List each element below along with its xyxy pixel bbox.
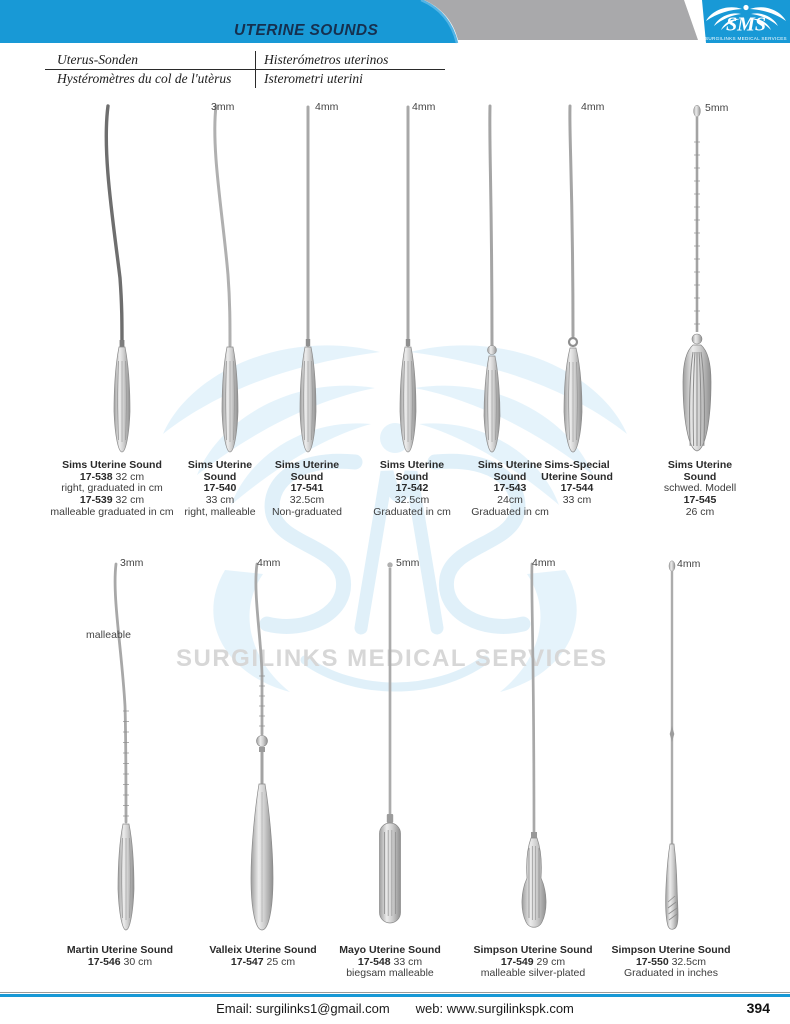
product-code: 17-544 bbox=[560, 482, 594, 495]
product-detail-text: 32 cm bbox=[112, 470, 145, 483]
product-detail-text: 32 cm bbox=[112, 494, 145, 507]
tip-size-label: 4mm bbox=[412, 101, 436, 113]
product-detail-text: 32.5cm bbox=[668, 955, 707, 968]
product-detail-line bbox=[170, 507, 270, 519]
product-name: Sound bbox=[395, 470, 429, 483]
instrument-illustration bbox=[185, 100, 275, 461]
product-caption bbox=[42, 460, 182, 519]
product-detail-text: right, malleable bbox=[184, 505, 256, 518]
product-name: Sims Uterine Sound bbox=[62, 459, 162, 471]
footer-contact bbox=[0, 1001, 790, 1016]
translation-table bbox=[45, 51, 445, 88]
product-detail-line bbox=[45, 957, 195, 969]
tip-size-label: 3mm bbox=[211, 101, 235, 113]
product-caption bbox=[257, 460, 357, 519]
product-detail-text: 25 cm bbox=[263, 955, 296, 968]
product-detail-text: 24cm bbox=[497, 494, 523, 507]
product-caption bbox=[362, 460, 462, 519]
annotation-label: malleable bbox=[86, 629, 131, 641]
tip-size-label: 3mm bbox=[120, 557, 144, 569]
tip-size-label: 4mm bbox=[257, 557, 281, 569]
translation-row bbox=[45, 70, 445, 88]
product-name: Sound bbox=[290, 470, 324, 483]
product-caption bbox=[315, 945, 465, 980]
product-code: 17-547 bbox=[230, 955, 264, 968]
product-name: Sims Uterine bbox=[187, 459, 253, 471]
product-detail-line bbox=[640, 507, 760, 519]
product-detail-line bbox=[315, 968, 465, 980]
instrument-illustration bbox=[363, 100, 453, 461]
product-code: 17-545 bbox=[683, 494, 717, 507]
instrument-illustration bbox=[528, 100, 618, 461]
product-code: 17-542 bbox=[395, 482, 429, 495]
product-detail-text: 33 cm bbox=[562, 494, 592, 507]
product-name: Sims Uterine bbox=[477, 459, 543, 471]
product-name: Martin Uterine Sound bbox=[66, 944, 174, 956]
product-name: Simpson Uterine Sound bbox=[611, 944, 731, 956]
product-name: Sims Uterine bbox=[379, 459, 445, 471]
product-name: Sound bbox=[203, 470, 237, 483]
instrument-illustration bbox=[447, 100, 537, 461]
translation-french: Hystéromètres du col de l'utèrus bbox=[45, 70, 256, 88]
footer-divider-blue bbox=[0, 994, 790, 997]
product-detail-line bbox=[519, 495, 635, 507]
product-caption bbox=[519, 460, 635, 507]
product-caption bbox=[640, 460, 760, 519]
instrument-illustration bbox=[81, 556, 171, 941]
product-name: Sims Uterine bbox=[274, 459, 340, 471]
product-code: 17-541 bbox=[290, 482, 324, 495]
product-caption bbox=[170, 460, 270, 519]
product-detail-line bbox=[257, 507, 357, 519]
translation-spanish: Histerómetros uterinos bbox=[264, 52, 389, 67]
product-caption bbox=[453, 945, 613, 980]
product-name: Valleix Uterine Sound bbox=[209, 944, 317, 956]
product-caption bbox=[591, 945, 751, 980]
product-detail-line bbox=[42, 507, 182, 519]
product-detail-text: malleable graduated in cm bbox=[50, 505, 174, 518]
footer-divider-gray bbox=[0, 992, 790, 993]
product-code: 17-540 bbox=[203, 482, 237, 495]
product-caption bbox=[45, 945, 195, 968]
instrument-illustration bbox=[77, 100, 167, 461]
product-detail-text: biegsam malleable bbox=[346, 967, 434, 980]
logo-text: SMS bbox=[725, 13, 767, 36]
product-detail-line bbox=[362, 507, 462, 519]
product-detail-text: 29 cm bbox=[533, 955, 566, 968]
product-detail-text: right, graduated in cm bbox=[61, 482, 163, 495]
product-name: Sound bbox=[683, 470, 717, 483]
product-detail-text: Non-graduated bbox=[271, 505, 343, 518]
product-detail-text: 32.5cm bbox=[289, 494, 325, 507]
product-detail-text: Graduated in cm bbox=[471, 505, 549, 518]
instrument-illustration bbox=[652, 100, 742, 461]
product-name: Uterine Sound bbox=[541, 470, 613, 483]
product-detail-text: 26 cm bbox=[685, 505, 715, 518]
watermark-text: SURGILINKS MEDICAL SERVICES bbox=[176, 645, 608, 672]
translation-italian: Isterometri uterini bbox=[264, 71, 363, 86]
page-number: 394 bbox=[746, 1000, 770, 1016]
instrument-illustration bbox=[345, 556, 435, 941]
product-name: Sound bbox=[493, 470, 527, 483]
product-detail-text: Graduated in cm bbox=[373, 505, 451, 518]
page-title: UTERINE SOUNDS bbox=[234, 22, 379, 39]
product-name: Sims-Special bbox=[544, 459, 610, 471]
tip-size-label: 4mm bbox=[677, 558, 701, 570]
product-name: Simpson Uterine Sound bbox=[473, 944, 593, 956]
product-code: 17-550 bbox=[635, 955, 669, 968]
header-banner bbox=[0, 0, 790, 44]
product-detail-line bbox=[591, 968, 751, 980]
product-detail-text: 33 cm bbox=[205, 494, 235, 507]
tip-size-label: 5mm bbox=[396, 557, 420, 569]
footer-web: web: www.surgilinkspk.com bbox=[415, 1001, 574, 1016]
logo-subtext: SURGILINKS MEDICAL SERVICES bbox=[705, 36, 787, 41]
tip-size-label: 5mm bbox=[705, 102, 729, 114]
product-name: Mayo Uterine Sound bbox=[339, 944, 441, 956]
product-name: Sims Uterine bbox=[667, 459, 733, 471]
product-detail-text: 33 cm bbox=[390, 955, 423, 968]
instrument-illustration bbox=[217, 556, 307, 941]
tip-size-label: 4mm bbox=[532, 557, 556, 569]
product-detail-text: 30 cm bbox=[120, 955, 153, 968]
product-code: 17-546 bbox=[87, 955, 121, 968]
translation-row bbox=[45, 51, 445, 70]
product-detail-line bbox=[453, 968, 613, 980]
tip-size-label: 4mm bbox=[581, 101, 605, 113]
instrument-illustration bbox=[489, 556, 579, 941]
product-code: 17-549 bbox=[500, 955, 534, 968]
product-code: 17-543 bbox=[493, 482, 527, 495]
product-code: 17-538 bbox=[79, 470, 113, 483]
product-detail-line bbox=[457, 507, 563, 519]
instrument-illustration bbox=[627, 556, 717, 941]
product-detail-text: schwed. Modell bbox=[663, 482, 737, 495]
instrument-illustration bbox=[263, 100, 353, 461]
translation-german: Uterus-Sonden bbox=[45, 51, 256, 69]
product-detail-text: malleable silver-plated bbox=[480, 967, 586, 980]
product-detail-text: Graduated in inches bbox=[624, 967, 718, 980]
tip-size-label: 4mm bbox=[315, 101, 339, 113]
product-code: 17-548 bbox=[357, 955, 391, 968]
product-detail-text: 32.5cm bbox=[394, 494, 430, 507]
footer-email: Email: surgilinks1@gmail.com bbox=[216, 1001, 390, 1016]
product-code: 17-539 bbox=[79, 494, 113, 507]
